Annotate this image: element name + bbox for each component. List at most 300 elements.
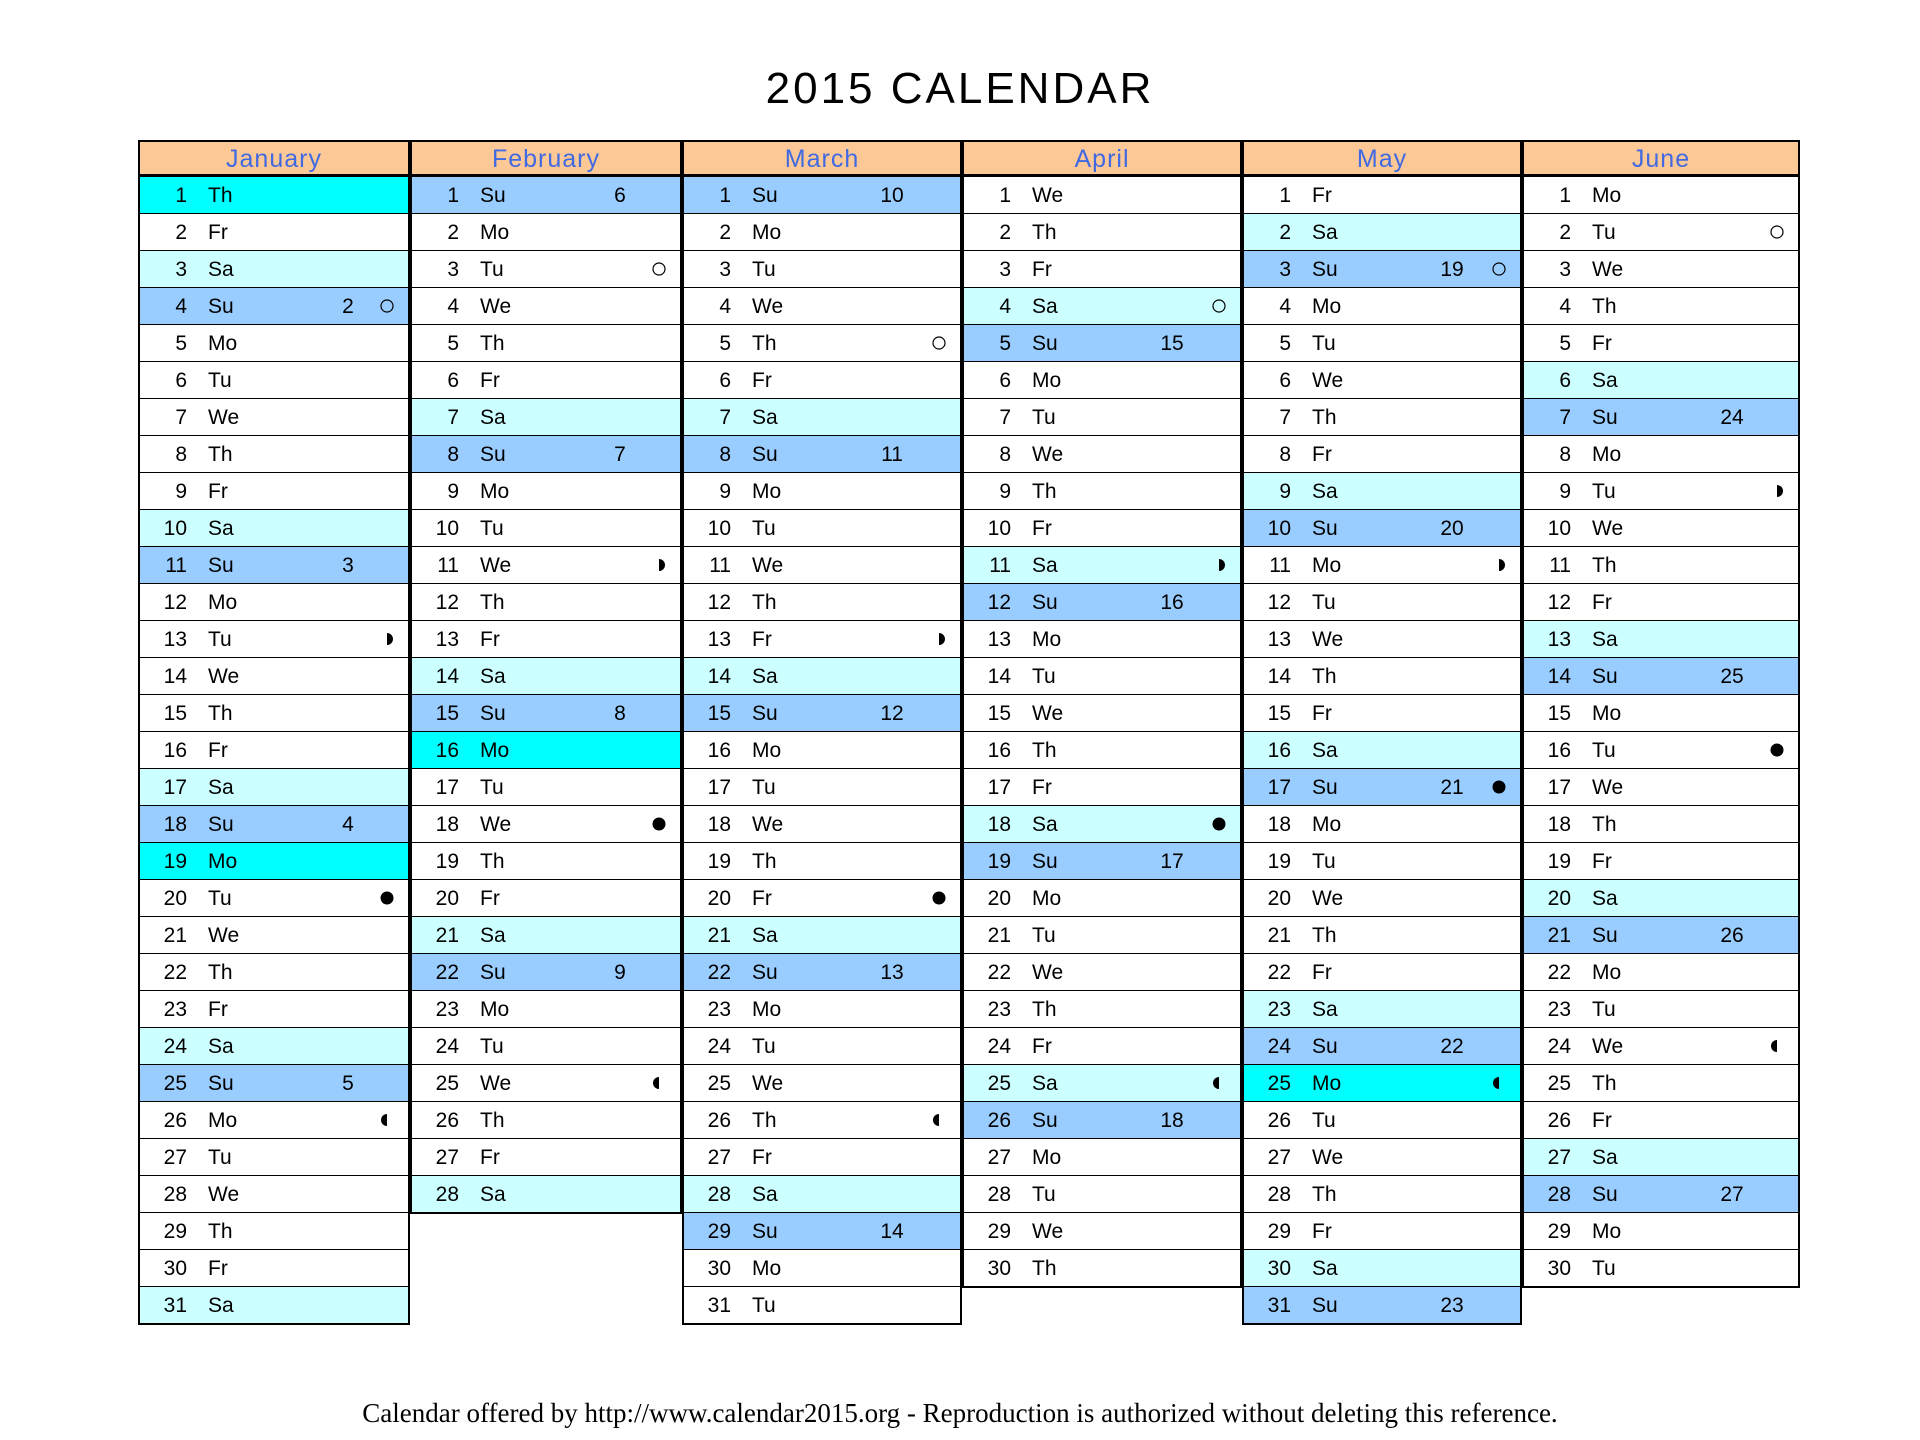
day-row	[964, 583, 1240, 620]
day-number: 2	[1279, 221, 1291, 244]
weekday-label: Tu	[752, 776, 776, 799]
weekday-label: Tu	[1312, 850, 1336, 873]
day-number: 31	[163, 1294, 187, 1317]
day-row	[1244, 583, 1520, 620]
day-row	[1244, 1101, 1520, 1138]
weekday-label: Fr	[1032, 776, 1052, 799]
day-row	[964, 1027, 1240, 1064]
month-march	[682, 140, 962, 1325]
day-row	[140, 1175, 408, 1212]
weekday-label: Fr	[1592, 850, 1612, 873]
day-number: 5	[719, 332, 731, 355]
day-number: 3	[175, 258, 187, 281]
weekday-label: Sa	[208, 1035, 234, 1058]
weekday-label: Fr	[1032, 1035, 1052, 1058]
day-row	[964, 361, 1240, 398]
day-number: 20	[707, 887, 731, 910]
day-row	[964, 509, 1240, 546]
weekday-label: Su	[1032, 850, 1058, 873]
day-number: 30	[707, 1257, 731, 1280]
day-row	[140, 472, 408, 509]
week-number: 2	[342, 295, 354, 318]
day-number: 8	[1279, 443, 1291, 466]
day-row	[1524, 398, 1798, 435]
day-row	[140, 657, 408, 694]
day-row	[684, 657, 960, 694]
day-number: 1	[1279, 184, 1291, 207]
day-row	[412, 842, 680, 879]
day-row	[964, 805, 1240, 842]
weekday-label: Th	[208, 184, 233, 207]
weekday-label: Su	[752, 1220, 778, 1243]
weekday-label: Sa	[1312, 1257, 1338, 1280]
weekday-label: Sa	[480, 406, 506, 429]
day-row	[684, 694, 960, 731]
day-number: 9	[447, 480, 459, 503]
weekday-label: Sa	[208, 1294, 234, 1317]
day-number: 10	[1547, 517, 1571, 540]
first-quarter-moon-icon	[1212, 1076, 1226, 1090]
weekday-label: Th	[1312, 665, 1337, 688]
day-row	[1244, 398, 1520, 435]
day-row	[1244, 657, 1520, 694]
weekday-label: Th	[1032, 739, 1057, 762]
weekday-label: Mo	[1592, 184, 1622, 207]
weekday-label: Fr	[208, 221, 228, 244]
new-moon-icon	[1492, 780, 1506, 794]
week-number: 10	[880, 184, 904, 207]
weekday-label: Sa	[752, 924, 778, 947]
day-number: 6	[1279, 369, 1291, 392]
day-number: 2	[999, 221, 1011, 244]
day-row	[1524, 805, 1798, 842]
day-number: 9	[719, 480, 731, 503]
weekday-label: Tu	[752, 1035, 776, 1058]
day-row	[1524, 1064, 1798, 1101]
weekday-label: Tu	[480, 517, 504, 540]
day-number: 28	[1267, 1183, 1291, 1206]
day-number: 22	[707, 961, 731, 984]
day-number: 13	[1547, 628, 1571, 651]
footer-note: Calendar offered by http://www.calendar2015.org - Reproduction is authorized without deleting this reference.	[362, 1398, 1558, 1428]
day-row	[964, 990, 1240, 1027]
day-row	[964, 1101, 1240, 1138]
weekday-label: We	[1592, 776, 1624, 799]
day-number: 14	[1267, 665, 1291, 688]
weekday-label: We	[752, 1072, 784, 1095]
weekday-label: Mo	[480, 221, 510, 244]
weekday-label: Tu	[752, 517, 776, 540]
day-row	[684, 398, 960, 435]
day-row	[1524, 213, 1798, 250]
day-row	[684, 1101, 960, 1138]
day-row	[412, 953, 680, 990]
day-number: 7	[999, 406, 1011, 429]
day-row	[1244, 287, 1520, 324]
weekday-label: Mo	[1312, 554, 1342, 577]
day-row	[1244, 435, 1520, 472]
weekday-label: We	[208, 406, 240, 429]
day-number: 23	[1267, 998, 1291, 1021]
day-number: 26	[1267, 1109, 1291, 1132]
weekday-label: Su	[1312, 258, 1338, 281]
day-row	[1524, 176, 1798, 213]
weekday-label: Mo	[1592, 1220, 1622, 1243]
weekday-label: Tu	[1592, 998, 1616, 1021]
week-number: 9	[614, 961, 626, 984]
day-number: 8	[175, 443, 187, 466]
day-number: 1	[175, 184, 187, 207]
day-row	[412, 1175, 680, 1212]
day-row	[1524, 620, 1798, 657]
week-number: 23	[1440, 1294, 1464, 1317]
day-number: 3	[719, 258, 731, 281]
day-number: 26	[435, 1109, 459, 1132]
month-header: February	[412, 140, 680, 176]
day-number: 27	[1267, 1146, 1291, 1169]
day-row	[1244, 1249, 1520, 1286]
month-may	[1242, 140, 1522, 1325]
day-number: 15	[1267, 702, 1291, 725]
weekday-label: Tu	[208, 628, 232, 651]
weekday-label: Sa	[1592, 628, 1618, 651]
weekday-label: Tu	[208, 369, 232, 392]
day-row	[964, 768, 1240, 805]
day-row	[964, 546, 1240, 583]
day-row	[964, 1138, 1240, 1175]
weekday-label: Th	[1312, 1183, 1337, 1206]
day-number: 17	[1547, 776, 1571, 799]
weekday-label: We	[1032, 961, 1064, 984]
day-number: 14	[435, 665, 459, 688]
weekday-label: We	[1312, 1146, 1344, 1169]
day-row	[1524, 1249, 1798, 1286]
day-row	[1244, 176, 1520, 213]
first-quarter-moon-icon	[1492, 1076, 1506, 1090]
weekday-label: Su	[752, 443, 778, 466]
first-quarter-moon-icon	[652, 1076, 666, 1090]
weekday-label: Fr	[1032, 258, 1052, 281]
weekday-label: Sa	[1592, 887, 1618, 910]
weekday-label: Fr	[1592, 1109, 1612, 1132]
weekday-label: Th	[480, 332, 505, 355]
day-number: 18	[1267, 813, 1291, 836]
day-row	[140, 176, 408, 213]
day-number: 11	[709, 554, 731, 577]
day-row	[1244, 472, 1520, 509]
weekday-label: We	[208, 665, 240, 688]
weekday-label: Sa	[1592, 369, 1618, 392]
weekday-label: Th	[480, 850, 505, 873]
weekday-label: Mo	[1312, 813, 1342, 836]
weekday-label: Th	[1592, 554, 1617, 577]
weekday-label: Sa	[1312, 739, 1338, 762]
weekday-label: We	[1032, 702, 1064, 725]
day-number: 12	[1267, 591, 1291, 614]
weekday-label: Mo	[752, 221, 782, 244]
day-number: 24	[1547, 1035, 1571, 1058]
day-row	[1524, 472, 1798, 509]
weekday-label: Th	[480, 1109, 505, 1132]
day-row	[1524, 250, 1798, 287]
day-number: 9	[1279, 480, 1291, 503]
weekday-label: Mo	[480, 739, 510, 762]
day-number: 7	[447, 406, 459, 429]
weekday-label: Fr	[480, 628, 500, 651]
weekday-label: We	[1592, 258, 1624, 281]
weekday-label: Th	[752, 332, 777, 355]
day-row	[1244, 324, 1520, 361]
day-row	[964, 842, 1240, 879]
day-number: 1	[719, 184, 731, 207]
day-row	[412, 361, 680, 398]
day-row	[964, 435, 1240, 472]
day-number: 27	[987, 1146, 1011, 1169]
day-row	[1244, 509, 1520, 546]
day-row	[964, 472, 1240, 509]
day-number: 19	[707, 850, 731, 873]
weekday-label: Th	[1592, 1072, 1617, 1095]
weekday-label: Su	[208, 1072, 234, 1095]
day-row	[1524, 287, 1798, 324]
weekday-label: Su	[1592, 1183, 1618, 1206]
weekday-label: Tu	[1032, 924, 1056, 947]
day-number: 1	[447, 184, 459, 207]
day-number: 26	[707, 1109, 731, 1132]
week-number: 6	[614, 184, 626, 207]
day-row	[140, 1286, 408, 1323]
week-number: 19	[1440, 258, 1464, 281]
day-number: 16	[1547, 739, 1571, 762]
weekday-label: We	[1312, 887, 1344, 910]
weekday-label: Su	[1312, 517, 1338, 540]
day-number: 7	[1279, 406, 1291, 429]
day-row	[684, 842, 960, 879]
day-row	[1524, 1027, 1798, 1064]
day-row	[140, 287, 408, 324]
weekday-label: Th	[1592, 813, 1617, 836]
day-number: 20	[163, 887, 187, 910]
day-row	[412, 324, 680, 361]
day-row	[1244, 546, 1520, 583]
day-row	[412, 583, 680, 620]
weekday-label: Mo	[1032, 369, 1062, 392]
day-row	[1524, 842, 1798, 879]
day-row	[684, 176, 960, 213]
new-moon-icon	[1212, 817, 1226, 831]
day-number: 9	[1559, 480, 1571, 503]
day-number: 24	[1267, 1035, 1291, 1058]
day-number: 16	[1267, 739, 1291, 762]
week-number: 26	[1720, 924, 1744, 947]
day-row	[140, 916, 408, 953]
day-number: 11	[989, 554, 1011, 577]
day-row	[140, 250, 408, 287]
day-number: 11	[1269, 554, 1291, 577]
weekday-label: Sa	[480, 1183, 506, 1206]
day-number: 9	[999, 480, 1011, 503]
day-number: 18	[1547, 813, 1571, 836]
last-quarter-moon-icon	[380, 632, 394, 646]
weekday-label: Th	[208, 443, 233, 466]
week-number: 27	[1720, 1183, 1744, 1206]
day-number: 6	[999, 369, 1011, 392]
day-row	[1244, 1286, 1520, 1323]
weekday-label: Fr	[1312, 1220, 1332, 1243]
day-row	[1524, 583, 1798, 620]
weekday-label: Th	[208, 961, 233, 984]
day-row	[1244, 1175, 1520, 1212]
day-row	[1244, 990, 1520, 1027]
day-number: 2	[175, 221, 187, 244]
day-number: 6	[719, 369, 731, 392]
weekday-label: Sa	[208, 517, 234, 540]
weekday-label: Mo	[208, 591, 238, 614]
month-header: April	[964, 140, 1240, 176]
weekday-label: We	[1032, 443, 1064, 466]
weekday-label: Mo	[1592, 702, 1622, 725]
weekday-label: Tu	[1592, 221, 1616, 244]
day-row	[964, 1249, 1240, 1286]
day-row	[140, 546, 408, 583]
day-row	[964, 287, 1240, 324]
day-number: 17	[163, 776, 187, 799]
day-row	[684, 768, 960, 805]
weekday-label: Sa	[1032, 1072, 1058, 1095]
weekday-label: Su	[1312, 776, 1338, 799]
day-row	[684, 953, 960, 990]
weekday-label: Mo	[752, 480, 782, 503]
day-row	[140, 435, 408, 472]
day-row	[1244, 1212, 1520, 1249]
day-number: 28	[163, 1183, 187, 1206]
day-number: 4	[447, 295, 459, 318]
weekday-label: Th	[1032, 998, 1057, 1021]
day-row	[412, 731, 680, 768]
page-title: 2015 CALENDAR	[765, 64, 1155, 113]
day-number: 5	[1559, 332, 1571, 355]
day-row	[412, 879, 680, 916]
day-number: 24	[707, 1035, 731, 1058]
weekday-label: Th	[480, 591, 505, 614]
full-moon-icon	[652, 262, 666, 276]
day-number: 20	[435, 887, 459, 910]
day-number: 11	[1549, 554, 1571, 577]
day-row	[684, 620, 960, 657]
day-number: 30	[1547, 1257, 1571, 1280]
day-number: 27	[1547, 1146, 1571, 1169]
day-row	[412, 287, 680, 324]
weekday-label: Sa	[480, 924, 506, 947]
day-number: 4	[719, 295, 731, 318]
day-number: 27	[707, 1146, 731, 1169]
weekday-label: We	[480, 295, 512, 318]
weekday-label: Sa	[752, 665, 778, 688]
day-row	[964, 324, 1240, 361]
weekday-label: Th	[752, 1109, 777, 1132]
weekday-label: We	[1312, 628, 1344, 651]
day-row	[140, 842, 408, 879]
day-number: 15	[1547, 702, 1571, 725]
month-header: January	[140, 140, 408, 176]
day-row	[412, 176, 680, 213]
day-row	[964, 1212, 1240, 1249]
weekday-label: Fr	[480, 369, 500, 392]
day-row	[140, 1064, 408, 1101]
day-row	[1244, 768, 1520, 805]
day-row	[964, 250, 1240, 287]
weekday-label: Fr	[1032, 517, 1052, 540]
day-number: 24	[435, 1035, 459, 1058]
day-number: 3	[1559, 258, 1571, 281]
day-row	[964, 620, 1240, 657]
weekday-label: We	[752, 554, 784, 577]
day-number: 16	[987, 739, 1011, 762]
day-row	[1524, 546, 1798, 583]
day-row	[1524, 879, 1798, 916]
weekday-label: Tu	[1032, 406, 1056, 429]
day-row	[684, 361, 960, 398]
weekday-label: Su	[208, 554, 234, 577]
day-row	[1524, 731, 1798, 768]
day-number: 4	[1279, 295, 1291, 318]
day-number: 14	[707, 665, 731, 688]
weekday-label: Fr	[752, 628, 772, 651]
day-row	[140, 620, 408, 657]
day-number: 27	[163, 1146, 187, 1169]
weekday-label: We	[480, 1072, 512, 1095]
day-row	[412, 620, 680, 657]
day-row	[1524, 1101, 1798, 1138]
day-row	[1244, 1064, 1520, 1101]
day-number: 8	[447, 443, 459, 466]
day-row	[964, 1064, 1240, 1101]
day-number: 6	[1559, 369, 1571, 392]
weekday-label: Tu	[208, 1146, 232, 1169]
day-number: 21	[163, 924, 187, 947]
weekday-label: We	[208, 924, 240, 947]
day-number: 21	[1547, 924, 1571, 947]
day-row	[412, 398, 680, 435]
day-row	[1524, 361, 1798, 398]
day-number: 12	[435, 591, 459, 614]
weekday-label: Mo	[480, 998, 510, 1021]
full-moon-icon	[1770, 225, 1784, 239]
weekday-label: Th	[1592, 295, 1617, 318]
day-number: 28	[707, 1183, 731, 1206]
day-row	[140, 879, 408, 916]
day-number: 13	[163, 628, 187, 651]
day-number: 29	[987, 1220, 1011, 1243]
weekday-label: We	[1592, 517, 1624, 540]
weekday-label: Su	[1592, 924, 1618, 947]
new-moon-icon	[1770, 743, 1784, 757]
month-header: June	[1524, 140, 1798, 176]
day-row	[140, 1212, 408, 1249]
day-number: 25	[163, 1072, 187, 1095]
day-row	[412, 472, 680, 509]
day-row	[684, 1212, 960, 1249]
weekday-label: Su	[752, 961, 778, 984]
weekday-label: Tu	[1592, 1257, 1616, 1280]
day-number: 8	[1559, 443, 1571, 466]
day-row	[684, 583, 960, 620]
day-row	[412, 916, 680, 953]
day-row	[1524, 509, 1798, 546]
last-quarter-moon-icon	[1212, 558, 1226, 572]
weekday-label: Sa	[1032, 554, 1058, 577]
day-row	[1524, 768, 1798, 805]
